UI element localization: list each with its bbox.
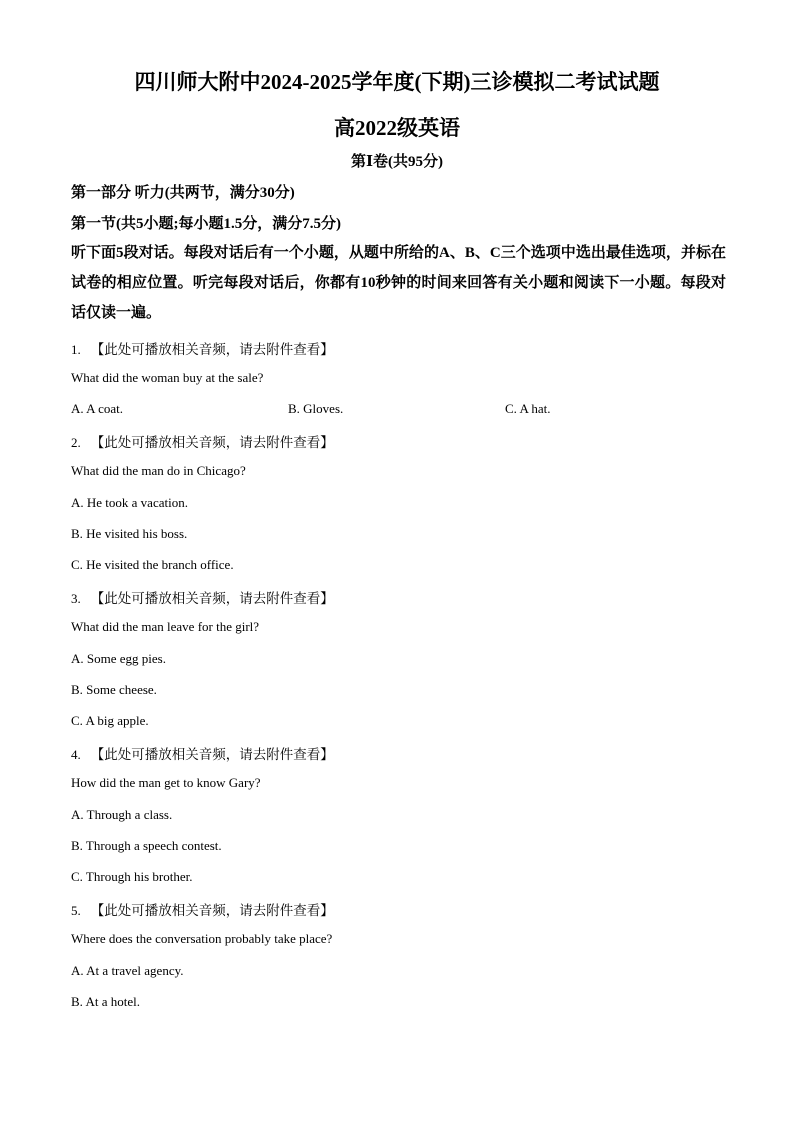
option-a: A. Through a class. xyxy=(71,807,173,822)
question-audio-line xyxy=(71,587,334,608)
option-b: B. Through a speech contest. xyxy=(71,838,222,853)
option-b: B. Gloves. xyxy=(288,401,344,416)
page-title: 四川师大附中2024-2025学年度(下期)三诊模拟二考试试题 xyxy=(134,70,660,94)
section-instructions: 听下面5段对话。每段对话后有一个小题，从题中所给的A、B、C三个选项中选出最佳选项，并标在试卷的相应位置。听完每段对话后，你都有10秒钟的时间来回答有关小题和阅读下一小题。每段对话仅读一遍。 xyxy=(71,245,726,321)
option-a: A. He took a vacation. xyxy=(71,495,188,510)
question-text: How did the man get to know Gary? xyxy=(71,775,261,790)
audio-placeholder[interactable]: 【此处可播放相关音频，请去附件查看】 xyxy=(90,435,334,450)
audio-placeholder[interactable]: 【此处可播放相关音频，请去附件查看】 xyxy=(90,342,334,357)
question-audio-line xyxy=(71,899,334,920)
option-c: C. A big apple. xyxy=(71,713,149,728)
question-number: 4. xyxy=(71,747,81,762)
option-a: A. At a travel agency. xyxy=(71,963,184,978)
audio-placeholder[interactable]: 【此处可播放相关音频，请去附件查看】 xyxy=(90,747,334,762)
option-a: A. Some egg pies. xyxy=(71,651,166,666)
volume-heading: 第Ⅰ卷(共95分) xyxy=(350,154,443,170)
page-subtitle: 高2022级英语 xyxy=(334,116,460,140)
question-number: 1. xyxy=(71,342,81,357)
question-number: 3. xyxy=(71,591,81,606)
question-number: 2. xyxy=(71,435,81,450)
audio-placeholder[interactable]: 【此处可播放相关音频，请去附件查看】 xyxy=(90,591,334,606)
part-heading: 第一部分 听力(共两节，满分30分) xyxy=(71,185,295,201)
option-b: B. At a hotel. xyxy=(71,994,140,1009)
question-number: 5. xyxy=(71,903,81,918)
option-c: C. He visited the branch office. xyxy=(71,557,234,572)
option-b: B. He visited his boss. xyxy=(71,526,188,541)
option-a: A. A coat. xyxy=(71,401,123,416)
question-text: What did the woman buy at the sale? xyxy=(71,370,264,385)
question-audio-line xyxy=(71,743,334,764)
question-audio-line xyxy=(71,338,334,359)
question-audio-line xyxy=(71,431,334,452)
question-text: Where does the conversation probably take place? xyxy=(71,931,333,946)
question-text: What did the man leave for the girl? xyxy=(71,619,260,634)
audio-placeholder[interactable]: 【此处可播放相关音频，请去附件查看】 xyxy=(90,903,334,918)
question-text: What did the man do in Chicago? xyxy=(71,463,246,478)
section-heading: 第一节(共5小题;每小题1.5分，满分7.5分) xyxy=(71,216,341,232)
option-c: C. Through his brother. xyxy=(71,869,193,884)
option-b: B. Some cheese. xyxy=(71,682,157,697)
option-c: C. A hat. xyxy=(505,401,551,416)
